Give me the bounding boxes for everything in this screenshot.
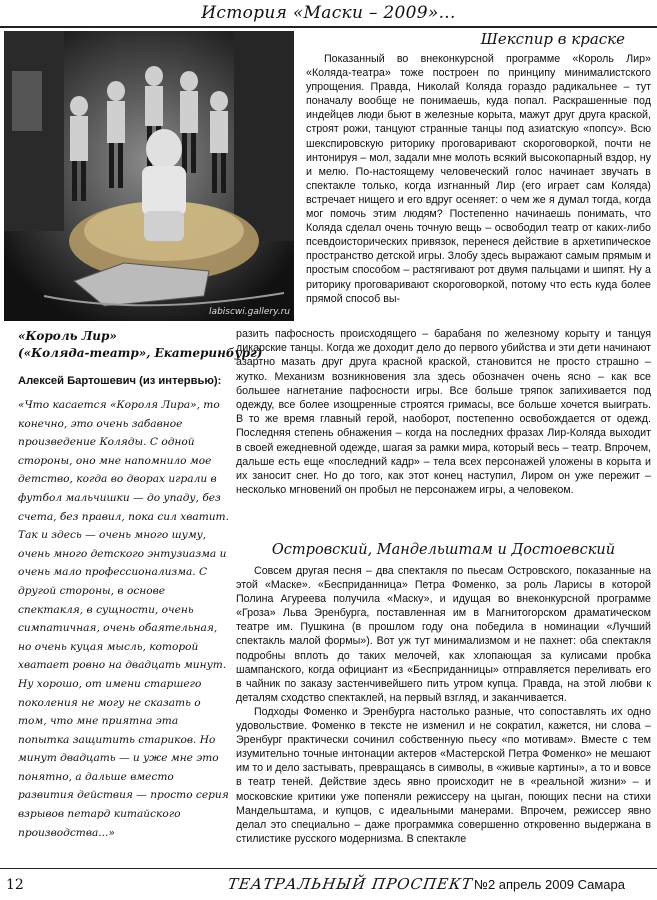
interview-text: «Что касается «Короля Лира», то конечно, это очень забавное произведение Коляды. С одной стороны, оно мне напомнило мое детство, когда во дворах играли в футбол мальчишки — до упаду, без счета, без правил, пока сил хватит. Так и здесь — очень много шуму, очень много детского энтузиазма и очень мало профессионализма. С другой стороны, в основе спектакля, в сущности, очень симпатичная, очень обаятельная, но очень куцая мысль, которой хватает ровно на двадцать минут. Ну хорошо, от имени старшего поколения не могу не сказать о том, что мне приятна эта попытка защитить стариков. Но минут двадцать — и уже мне это понятно, а дальше вместо развития действия — просто серия взрывов петард китайского производства...» — [18, 399, 229, 839]
interview-author: Алексей Бартошевич (из интервью): — [18, 375, 222, 387]
paragraph: Показанный во внеконкурсной программе «Король Лир» «Коляда-театра» тоже построен по принципу минималистского упрощения. Правда, Николай Коляда гораздо радикальнее – тут поначалу вообще не понимаешь, куда попал. Раскрашенные под индейцев люди бьют в железные корыта, мажут друг друга краской, строят рожи, танцуют странные танцы под азиатскую «попсу». Всю шекспировскую риторику проговаривают скороговоркой, почти не интонируя – мол, задали мне молоть всякий высокопарный вздор, ну и мелю. По-настоящему человеческий голос начинает звучать в спектакле только, когда изгнанный Лир (его играет сам Коляда) встречает нищего и его вдруг осеняет: о чем же я думал тогда, когда мог помочь этим людям? Постепенно начинаешь понимать, что Коляда сделал очень точную вещь – освободил театр от каких-либо псевдоисторических привязок, перенеся действие в архетипическое пространство детской игры. Злобу здесь выражают самым прямым и простым способом – растягивают рот двумя пальцами и шипят. Ну а риторику проговаривают скороговоркой, потому что есть куда более прямой способ вы- — [306, 53, 651, 305]
section-title-ostrovsky: Островский, Мандельштам и Достоевский — [271, 542, 616, 558]
theatre-photo — [4, 31, 294, 321]
header-title: История «Маски – 2009»... — [201, 3, 456, 23]
section-ostrovsky — [236, 541, 651, 846]
section-shakespeare-continued — [236, 327, 651, 497]
paragraph: Подходы Фоменко и Эренбурга настолько разные, что сопоставлять их одно удовольствие. Фоменко в тексте не изменил и не сократил, кажется, ни слова – Эренбург практически сочинил собственную пьесу «по мотивам». Вместе с тем изумительно точные интонации актеров «Мастерской Петра Фоменко» не мешают им то и дело застывать, превращаясь в символы, в «живые картины», а то и вовсе в театр теней. Действие здесь явно происходит не в «реальной жизни» – и московские критики уже попеняли режиссеру на цыган, поющих песни на стихи Мандельштама, и купцов, с идеальными манерами. Впрочем, режиссер явно делал это специально – даже программка совершенно откровенно выдержана в стилистике русского модернизма. В спектакле — [236, 705, 651, 845]
interview-block — [18, 374, 230, 842]
paragraph: Совсем другая песня – два спектакля по пьесам Островского, показанные на этой «Маске». «Бесприданница» Петра Фоменко, за роль Ларисы в которой Полина Агуреева получила «Маску», и идущая во внеконкурсной программе «Гроза» Льва Эренбурга, поставленная им в Магнитогорском драматическом театре им. Пушкина (в прошлом году она победила в номинации «Лучший спектакль малой формы»). Вот уж тут минимализмом и не пахнет: оба спектакля подробны вплоть до таких мелочей, как хлопающая за кулисами пробка шампанского, когда официант из «Бесприданницы» отправляется переливать его в чайник по заказу застенчивейшего пить утром купца. Правда, на этой любви к деталям сходство спектаклей, на первый взгляд, и заканчивается. — [236, 565, 651, 704]
magazine-logo: ТЕАТРАЛЬНЫЙ ПРОСПЕКТ — [226, 875, 474, 893]
section-shakespeare — [306, 30, 651, 306]
page-footer — [0, 868, 657, 899]
section-title-shakespeare: Шекспир в краске — [480, 30, 625, 48]
caption-title: «Король Лир» — [18, 329, 117, 343]
photo-illustration — [4, 31, 294, 321]
page-number: 12 — [6, 877, 24, 893]
paragraph: разить пафосность происходящего – барабаня по железному корыту и танцуя дикарские танцы. Когда же доходит дело до первого убийства и эти дети начинают азартно мазать друг друга красной краской, становится не просто страшно – жутко. Механизм возникновения зла здесь обозначен очень ясно – как все большее нагнетание пафосности игры. Все больше тряпок запихивается под одежду, все более изощренные строятся гримасы, все больше хочется выиграть. В то же время главный герой, наоборот, постепенно освобождается от одежд. Последняя степень обнажения – когда на последних фразах Лир-Коляда выходит в своей ежедневной одежде, шагая за рамки мира, который весь – театр. Впрочем, дальше есть еще «последний кадр» – тела всех персонажей уложены в корыта и их заносит снег. Но до того, как этот конец наступил, Лиром он уже пережит – несколько мгновений он пробыл не персонажем игры, а человеком. — [236, 328, 652, 497]
issue-info: №2 апрель 2009 Самара — [474, 877, 625, 892]
photo-credit: labiscwi.gallery.ru — [209, 307, 290, 317]
caption-subtitle: («Коляда-театр», Екатеринбург) — [18, 346, 263, 360]
page-header — [0, 2, 657, 28]
